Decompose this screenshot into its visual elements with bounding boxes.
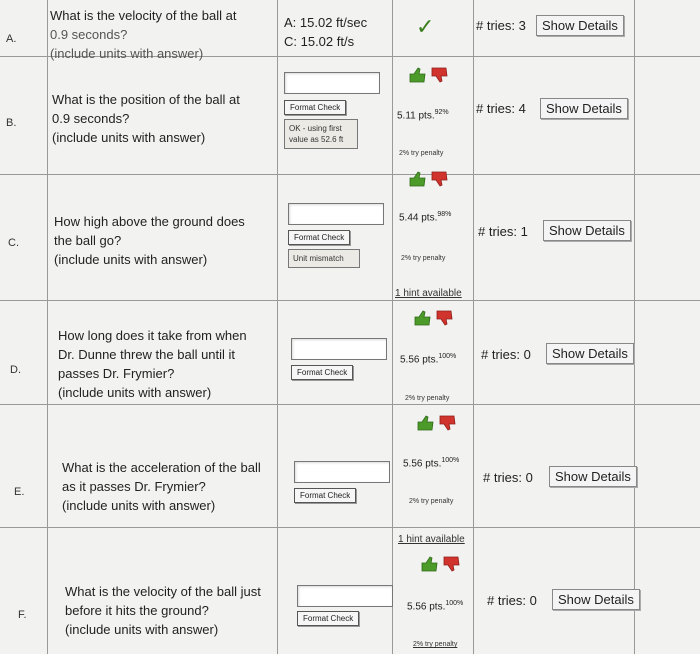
tries-count: # tries: 0 bbox=[487, 593, 537, 608]
question-text: What is the position of the ball at 0.9 seconds? (include units with answer) bbox=[52, 92, 240, 145]
points-value: 5.56 pts.$^{100\%}$ bbox=[403, 457, 460, 470]
checkmark-icon: ✓ bbox=[416, 14, 435, 39]
tries-count: # tries: 4 bbox=[476, 101, 526, 116]
hint-available-link[interactable]: 1 hint available bbox=[398, 534, 465, 545]
column-divider bbox=[392, 0, 393, 654]
points-value: 5.44 pts.$^{98\%}$ bbox=[399, 211, 452, 224]
show-details-button[interactable]: Show Details bbox=[546, 343, 634, 364]
thumbs-up-down-icon[interactable] bbox=[414, 414, 458, 432]
column-divider bbox=[473, 0, 474, 654]
row-letter: B. bbox=[6, 117, 17, 129]
question-text: How high above the ground does the ball go? (include units with answer) bbox=[54, 214, 245, 267]
answer-input[interactable] bbox=[288, 203, 384, 225]
show-details-button[interactable]: Show Details bbox=[549, 466, 637, 487]
show-details-button[interactable]: Show Details bbox=[543, 220, 631, 241]
row-divider bbox=[0, 174, 700, 175]
answer-summary bbox=[284, 13, 367, 51]
column-divider bbox=[634, 0, 635, 654]
format-check-button[interactable]: Format Check bbox=[291, 365, 353, 380]
thumbs-up-down-icon[interactable] bbox=[411, 309, 455, 327]
format-feedback: Unit mismatch bbox=[288, 249, 360, 268]
hint-available-link[interactable]: 1 hint available bbox=[395, 288, 462, 299]
row-letter: F. bbox=[18, 609, 27, 621]
answer-input[interactable] bbox=[284, 72, 380, 94]
question-text: How long does it take from when Dr. Dunne threw the ball until it passes Dr. Frymier? (include units with answer) bbox=[58, 328, 247, 400]
show-details-button[interactable]: Show Details bbox=[536, 15, 624, 36]
row-letter: E. bbox=[14, 486, 25, 498]
format-check-button[interactable]: Format Check bbox=[297, 611, 359, 626]
points-value: 5.11 pts.$^{92\%}$ bbox=[397, 109, 449, 122]
question-text: What is the velocity of the ball at 0.9 seconds? (include units with answer) bbox=[50, 8, 237, 61]
try-penalty: 2% try penalty bbox=[401, 255, 446, 262]
points-value: 5.56 pts.$^{100\%}$ bbox=[400, 353, 457, 366]
correct-answer: C: 15.02 ft/s bbox=[284, 34, 355, 49]
row-letter: A. bbox=[6, 33, 17, 45]
tries-count: # tries: 0 bbox=[483, 470, 533, 485]
try-penalty: 2% try penalty bbox=[409, 498, 454, 505]
tries-count: # tries: 1 bbox=[478, 224, 528, 239]
tries-count: # tries: 0 bbox=[481, 347, 531, 362]
column-divider bbox=[277, 0, 278, 654]
question-text: What is the acceleration of the ball as it passes Dr. Frymier? (include units with answer) bbox=[62, 460, 261, 513]
try-penalty: 2% try penalty bbox=[413, 641, 458, 648]
thumbs-up-down-icon[interactable] bbox=[418, 555, 462, 573]
entered-answer: A: 15.02 ft/sec bbox=[284, 15, 368, 30]
column-divider bbox=[47, 0, 48, 654]
row-divider bbox=[0, 404, 700, 405]
try-penalty: 2% try penalty bbox=[405, 395, 450, 402]
answer-input[interactable] bbox=[294, 461, 390, 483]
thumbs-up-down-icon[interactable] bbox=[406, 66, 450, 84]
row-divider bbox=[0, 300, 700, 301]
points-value: 5.56 pts.$^{100\%}$ bbox=[407, 600, 464, 613]
row-divider bbox=[0, 527, 700, 528]
tries-count: # tries: 3 bbox=[476, 18, 526, 33]
row-letter: D. bbox=[10, 364, 21, 376]
try-penalty: 2% try penalty bbox=[399, 150, 444, 157]
question-text: What is the velocity of the ball just before it hits the ground? (include units with answer) bbox=[65, 584, 261, 637]
row-letter: C. bbox=[8, 237, 19, 249]
answer-input[interactable] bbox=[297, 585, 393, 607]
answer-input[interactable] bbox=[291, 338, 387, 360]
format-check-button[interactable]: Format Check bbox=[284, 100, 346, 115]
format-check-button[interactable]: Format Check bbox=[288, 230, 350, 245]
format-check-button[interactable]: Format Check bbox=[294, 488, 356, 503]
format-feedback: OK - using first value as 52.6 ft bbox=[284, 119, 358, 149]
thumbs-up-down-icon[interactable] bbox=[406, 170, 450, 188]
show-details-button[interactable]: Show Details bbox=[540, 98, 628, 119]
show-details-button[interactable]: Show Details bbox=[552, 589, 640, 610]
